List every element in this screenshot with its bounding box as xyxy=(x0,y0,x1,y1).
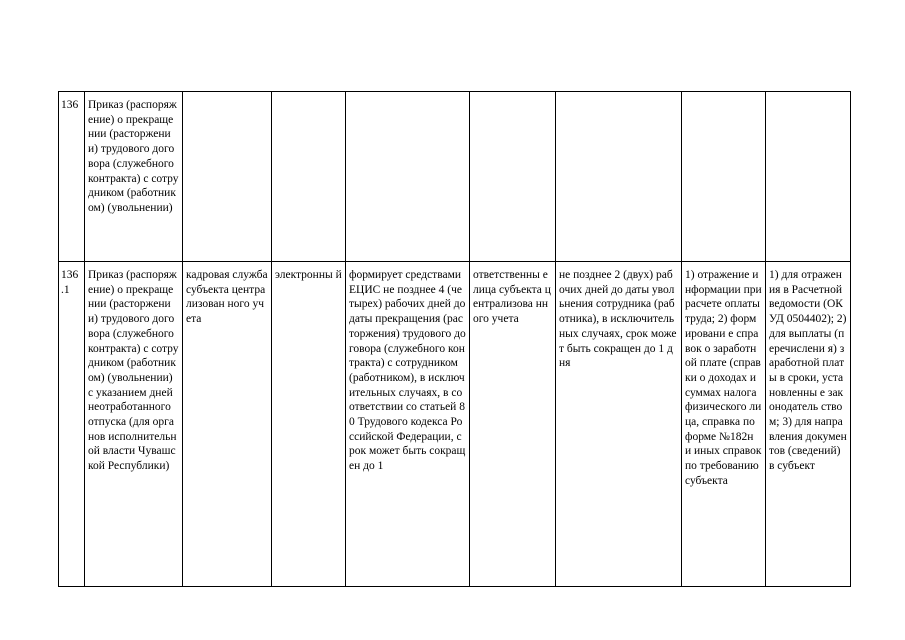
form-cell: электронны й xyxy=(272,262,346,587)
accounting-purpose-cell: 1) отражение информации при расчете оплаты труда; 2) формировани е справок о заработной плате (справки о доходах и суммах налога физического лица, справка по форме №182н и иных справок по требованию субъекта xyxy=(682,262,766,587)
usage-purpose-cell: 1) для отражения в Расчетной ведомости (ОКУД 0504402); 2) для выплаты (перечислени я) заработной платы в сроки, установленны е законодатель ством; 3) для направления документов (сведений) в субъект xyxy=(766,262,851,587)
deadline-cell xyxy=(556,92,682,262)
usage-purpose-cell xyxy=(766,92,851,262)
table-row xyxy=(59,262,851,587)
document-name-cell: Приказ (распоряжение) о прекращении (расторжении) трудового договора (служебного контракта) с сотрудником (работником) (увольнении) xyxy=(85,92,183,262)
approver-cell xyxy=(470,92,556,262)
responsible-cell xyxy=(183,92,272,262)
approver-cell: ответственны е лица субъекта централизова нного учета xyxy=(470,262,556,587)
document-name-cell: Приказ (распоряжение) о прекращении (расторжении) трудового договора (служебного контракта) с сотрудником (работником) (увольнении) с указанием дней неотработанного отпуска (для органов исполнительной власти Чувашской Республики) xyxy=(85,262,183,587)
row-number: 136 xyxy=(59,92,85,262)
register-table xyxy=(58,91,851,587)
form-cell xyxy=(272,92,346,262)
deadline-cell: не позднее 2 (двух) рабочих дней до даты увольнения сотрудника (работника), в исключительных случаях, срок может быть сокращен до 1 дня xyxy=(556,262,682,587)
procedure-cell: формирует средствами ЕЦИС не позднее 4 (четырех) рабочих дней до даты прекращения (расторжения) трудового договора (служебного контракта) с сотрудником (работником), в исключительных случаях, в соответствии со статьей 80 Трудового кодекса Российской Федерации, срок может быть сокращен до 1 xyxy=(346,262,470,587)
row-number: 136 .1 xyxy=(59,262,85,587)
procedure-cell xyxy=(346,92,470,262)
table-row xyxy=(59,92,851,262)
responsible-cell: кадровая служба субъекта централизован ного учета xyxy=(183,262,272,587)
accounting-purpose-cell xyxy=(682,92,766,262)
